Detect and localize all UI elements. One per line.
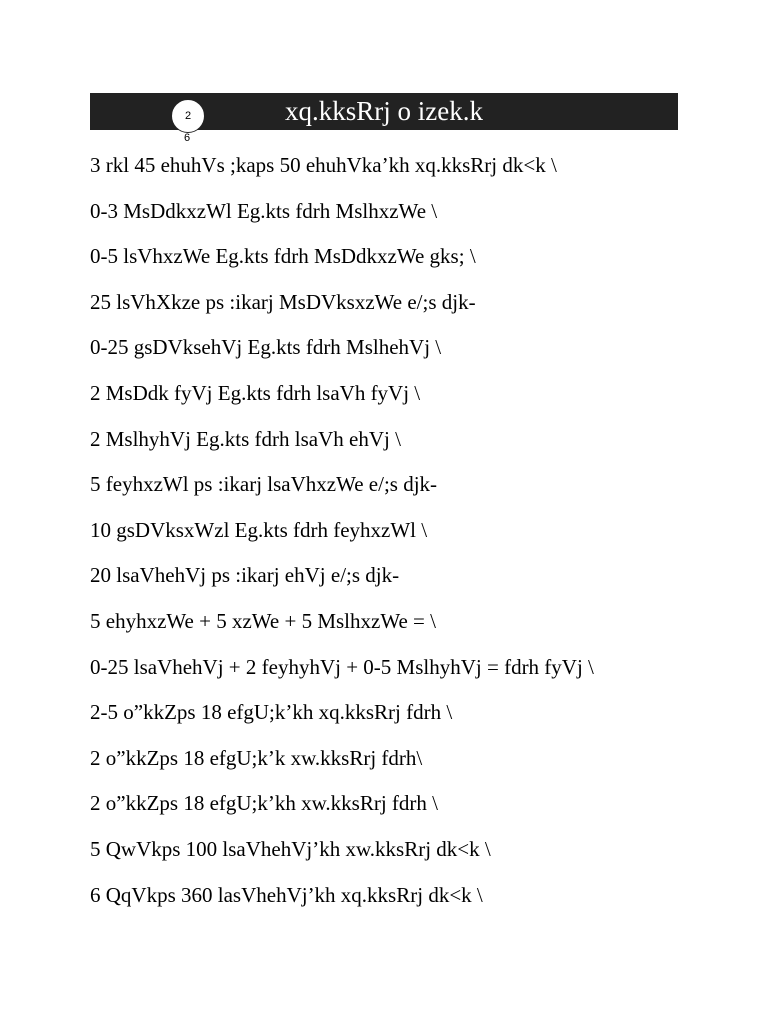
page-number-badge: 2 <box>171 99 205 133</box>
question-line: 10 gsDVksxWzl Eg.kts fdrh feyhxzWl \ <box>90 517 428 542</box>
question-line: 2 MsDdk fyVj Eg.kts fdrh lsaVh fyVj \ <box>90 380 421 405</box>
question-list <box>90 145 750 920</box>
page-title: xq.kksRrj o izek.k <box>285 96 483 126</box>
question-line: 0-25 gsDVksehVj Eg.kts fdrh MslhehVj \ <box>90 335 442 360</box>
question-line: 0-5 lsVhxzWe Eg.kts fdrh MsDdkxzWe gks; \ <box>90 244 476 269</box>
question-line: 2 o”kkZps 18 efgU;k’kh xw.kksRrj fdrh \ <box>90 791 439 816</box>
question-line: 20 lsaVhehVj ps :ikarj ehVj e/;s djk- <box>90 563 400 588</box>
question-line: 5 QwVkps 100 lsaVhehVj’kh xw.kksRrj dk<k \ <box>90 836 491 861</box>
question-line: 0-25 lsaVhehVj + 2 feyhyhVj + 0-5 MslhyhVj = fdrh fyVj \ <box>90 654 594 679</box>
question-line: 25 lsVhXkze ps :ikarj MsDVksxzWe e/;s djk- <box>90 289 476 314</box>
question-line: 6 QqVkps 360 lasVhehVj’kh xq.kksRrj dk<k \ <box>90 882 483 907</box>
question-line: 2-5 o”kkZps 18 efgU;k’kh xq.kksRrj fdrh \ <box>90 700 453 725</box>
question-line: 2 o”kkZps 18 efgU;k’k xw.kksRrj fdrh\ <box>90 745 423 770</box>
question-line: 3 rkl 45 ehuhVs ;kaps 50 ehuhVka’kh xq.kksRrj dk<k \ <box>90 153 557 177</box>
page-number-sub: 6 <box>184 132 191 144</box>
question-line: 5 feyhxzWl ps :ikarj lsaVhxzWe e/;s djk- <box>90 472 438 497</box>
question-line: 0-3 MsDdkxzWl Eg.kts fdrh MslhxzWe \ <box>90 198 438 223</box>
question-line: 2 MslhyhVj Eg.kts fdrh lsaVh ehVj \ <box>90 426 401 451</box>
question-line: 5 ehyhxzWe + 5 xzWe + 5 MslhxzWe = \ <box>90 608 436 633</box>
